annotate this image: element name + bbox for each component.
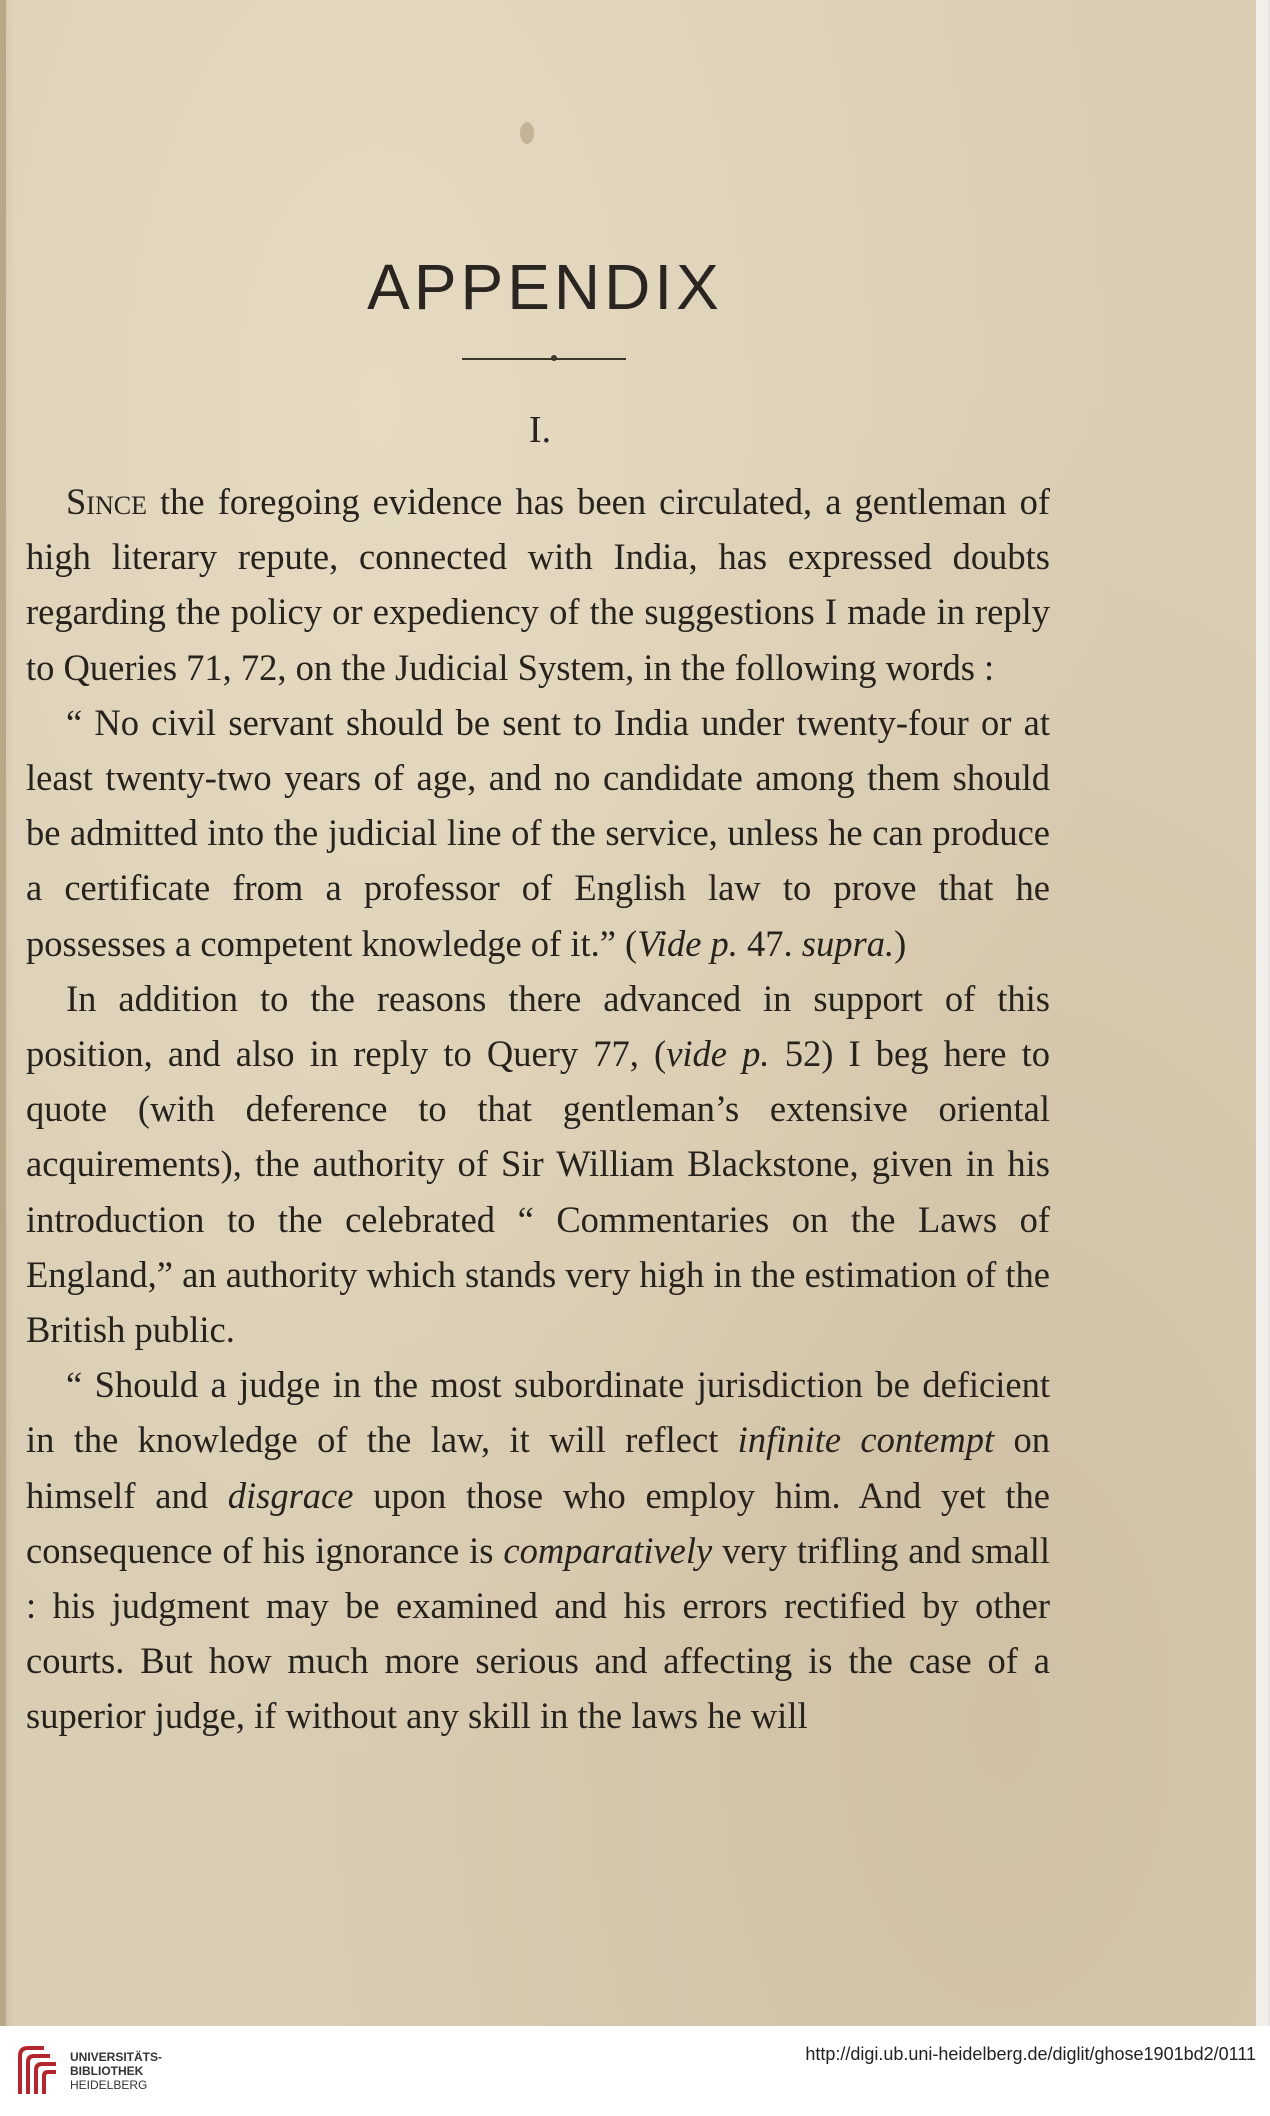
paragraph-text: 47. [737,922,802,964]
logo-line-2: BIBLIOTHEK [70,2064,144,2078]
library-logo-icon [14,2042,60,2098]
heading-rule-ornament [551,355,557,361]
paragraph-text: “ No civil servant should be sent to India under twenty-four or at least twenty-two years of age, and no candidate among them should be admitted into the judicial line of the service, unless he can produce a certificate from a professor of English law to prove that he possesses a competent knowledge of it.” ( [26,701,1050,964]
italic-text: comparatively [503,1529,713,1571]
footer-bar [0,2026,1270,2116]
body-paragraph [26,971,1050,1357]
library-logo-text [70,2050,162,2092]
heading-rule [462,358,626,360]
body-paragraph [26,474,1050,695]
body-paragraph [26,695,1050,971]
paragraph-text: upon those who employ him. And yet the consequence of his ignorance is [26,1474,1050,1571]
section-number: I. [528,409,552,451]
italic-text: disgrace [227,1474,354,1516]
paragraph-text: “ Should a judge in the most subordinate jurisdiction be deficient in the knowledge of the law, it will reflect [26,1364,1050,1461]
italic-text: supra. [801,922,895,964]
italic-text: infinite contempt [737,1419,995,1461]
paragraph-text: 52) I beg here to quote (with deference to that gentleman’s extensive oriental acquirements), the authority of Sir William Blackstone, given in his introduction to the celebrated “ Commentaries on the Laws of England,” an authority which stands very high in the estimation of the British public. [26,1033,1050,1351]
paragraph-text: very trifling and small : his judgment may be examined and his errors rectified by other courts. But how much more serious and affecting is the case of a superior judge, if without any skill in the laws he will [26,1529,1050,1737]
paragraph-text: the foregoing evidence has been circulated, a gentleman of high literary repute, connected with India, has expressed doubts regarding the policy or expediency of the suggestions I made in reply to Queries 71, 72, on the Judicial System, in the following words : [26,481,1050,688]
paper-stain [520,122,534,144]
italic-text: vide p. [666,1033,770,1075]
paragraph-text: In addition to the reasons there advanced in support of this position, and also in reply to Query 77, ( [26,977,1050,1075]
paragraph-text: ) [894,922,907,964]
italic-text: Vide p. [637,922,738,964]
source-url-link[interactable]: http://digi.ub.uni-heidelberg.de/diglit/ghose1901bd2/0111 [805,2044,1256,2064]
logo-line-1: UNIVERSITÄTS- [70,2050,163,2064]
paragraph-text: on himself and [26,1419,1051,1516]
body-paragraph [26,1357,1050,1743]
page-heading: APPENDIX [367,251,723,323]
small-caps-text: Since [66,481,147,522]
body-text [26,474,1050,1744]
logo-line-3: HEIDELBERG [70,2078,148,2092]
